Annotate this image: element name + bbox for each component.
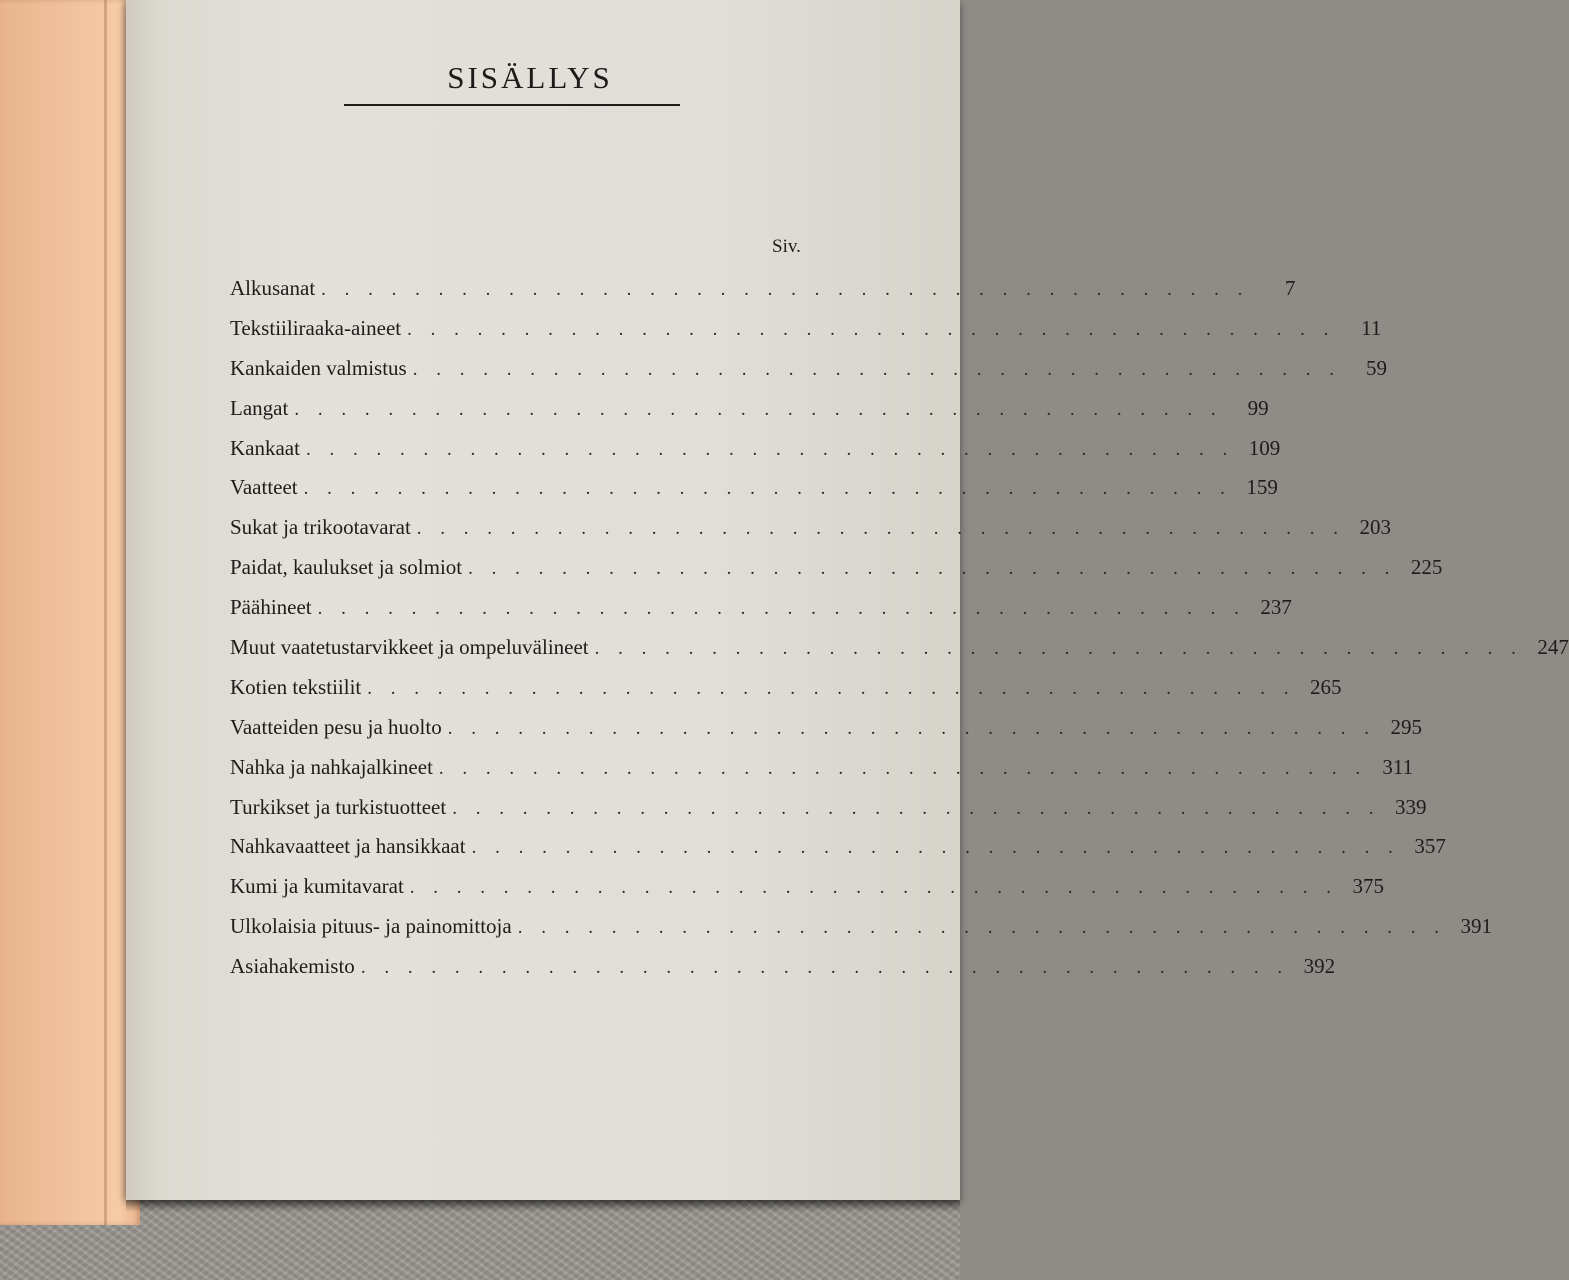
toc-entry <box>230 874 1385 914</box>
toc-entry-label: Nahkavaatteet ja hansikkaat <box>230 834 466 859</box>
dot-leader: . . . . . . . . . . . . . . . . . . . . . . . . . . . . . . . . . . . . . . . . <box>317 598 1246 620</box>
toc-entry <box>230 635 1569 675</box>
page-shadow <box>126 1200 960 1212</box>
toc-entry-page: 311 <box>1382 754 1414 779</box>
dot-leader: . . . . . . . . . . . . . . . . . . . . . . . . . . . . . . . . . . . . . . . . <box>594 638 1523 660</box>
dot-leader: . . . . . . . . . . . . . . . . . . . . . . . . . . . . . . . . . . . . . . . . <box>360 957 1290 979</box>
toc-entry-page: 109 <box>1248 435 1281 460</box>
toc-entry-label: Tekstiiliraaka-aineet <box>230 315 402 340</box>
toc-entry-label: Kankaat <box>230 435 300 460</box>
toc-entry <box>230 954 1336 994</box>
cover-fold <box>104 0 107 1225</box>
toc-entry-page: 391 <box>1460 914 1492 939</box>
toc-entry-label: Alkusanat <box>230 276 316 300</box>
table-of-contents <box>230 276 1569 994</box>
toc-entry <box>230 355 1387 396</box>
toc-entry-label: Nahka ja nahkajalkineet <box>230 754 433 779</box>
toc-entry-label: Kumi ja kumitavarat <box>230 874 404 899</box>
toc-entry-page: 247 <box>1537 635 1569 660</box>
toc-entry <box>230 276 1296 316</box>
toc-entry <box>230 395 1269 436</box>
dot-leader: . . . . . . . . . . . . . . . . . . . . . . . . . . . . . . . . . . . . . . . . <box>305 438 1235 460</box>
toc-entry-page: 11 <box>1361 315 1382 340</box>
toc-entry <box>230 435 1281 476</box>
book-cover <box>0 0 140 1225</box>
dot-leader: . . . . . . . . . . . . . . . . . . . . . . . . . . . . . . . . . . . . . . . . <box>438 757 1368 779</box>
toc-entry-page: 375 <box>1352 874 1385 899</box>
toc-entry-page: 225 <box>1410 555 1443 580</box>
toc-entry-label: Vaatteet <box>230 475 298 500</box>
toc-entry-page: 392 <box>1303 954 1336 979</box>
toc-entry-page: 295 <box>1390 714 1422 739</box>
book-page <box>126 0 1569 1200</box>
toc-entry-page: 159 <box>1246 475 1278 500</box>
toc-entry <box>230 475 1278 515</box>
dot-leader: . . . . . . . . . . . . . . . . . . . . . . . . . . . . . . . . . . . . . . . . <box>447 717 1376 739</box>
dot-leader: . . . . . . . . . . . . . . . . . . . . . . . . . . . . . . . . . . . . . . . . <box>468 558 1397 580</box>
toc-entry-page: 203 <box>1359 515 1392 540</box>
toc-entry <box>230 834 1446 874</box>
toc-entry <box>230 595 1292 635</box>
toc-entry-page: 59 <box>1365 355 1387 380</box>
dot-leader: . . . . . . . . . . . . . . . . . . . . . . . . . . . . . . . . . . . . . . . . <box>517 917 1446 939</box>
toc-entry-label: Ulkolaisia pituus- ja painomittoja <box>230 914 512 939</box>
toc-entry-label: Päähineet <box>230 595 312 620</box>
toc-entry <box>230 674 1342 715</box>
toc-entry-label: Turkikset ja turkistuotteet <box>230 794 447 819</box>
page-title: SISÄLLYS <box>447 60 613 95</box>
toc-entry-label: Kankaiden valmistus <box>230 355 407 380</box>
dot-leader: . . . . . . . . . . . . . . . . . . . . . . . . . . . . . . . . . . . . . . . . <box>367 677 1296 699</box>
dot-leader: . . . . . . . . . . . . . . . . . . . . . . . . . . . . . . . . . . . . . . . . <box>416 518 1346 540</box>
toc-entry-label: Muut vaatetustarvikkeet ja ompeluvälineet <box>230 635 589 660</box>
toc-entry-label: Kotien tekstiilit <box>230 674 362 699</box>
toc-entry-label: Paidat, kaulukset ja solmiot <box>230 555 463 580</box>
dot-leader: . . . . . . . . . . . . . . . . . . . . . . . . . . . . . . . . . . . . . . . . <box>407 318 1336 340</box>
dot-leader: . . . . . . . . . . . . . . . . . . . . . . . . . . . . . . . . . . . . . . . . <box>294 398 1223 420</box>
dot-leader: . . . . . . . . . . . . . . . . . . . . . . . . . . . . . . . . . . . . . . . . <box>412 358 1341 380</box>
toc-entry-page: 265 <box>1310 674 1342 699</box>
title-underline <box>344 104 680 106</box>
toc-entry-page: 99 <box>1247 395 1269 420</box>
toc-entry-label: Asiahakemisto <box>230 954 355 979</box>
toc-entry <box>230 555 1443 595</box>
dot-leader: . . . . . . . . . . . . . . . . . . . . . . . . . . . . . . . . . . . . . . . . <box>452 797 1381 819</box>
toc-entry-page: 7 <box>1284 276 1296 300</box>
dot-leader: . . . . . . . . . . . . . . . . . . . . . . . . . . . . . . . . . . . . . . . . <box>471 837 1400 859</box>
toc-entry-page: 339 <box>1394 794 1427 819</box>
toc-entry-label: Sukat ja trikootavarat <box>230 515 411 540</box>
toc-entry-label: Langat <box>230 395 289 420</box>
toc-entry <box>230 754 1414 795</box>
toc-entry <box>230 315 1382 356</box>
dot-leader: . . . . . . . . . . . . . . . . . . . . . . . . . . . . . . . . . . . . . . . . <box>409 877 1339 899</box>
toc-entry-page: 237 <box>1260 595 1292 620</box>
dot-leader: . . . . . . . . . . . . . . . . . . . . . . . . . . . . . . . . . . . . . . . . <box>321 279 1250 300</box>
toc-entry-label: Vaatteiden pesu ja huolto <box>230 714 442 739</box>
dot-leader: . . . . . . . . . . . . . . . . . . . . . . . . . . . . . . . . . . . . . . . . <box>303 478 1232 500</box>
toc-entry <box>230 794 1427 835</box>
toc-entry <box>230 515 1392 555</box>
toc-entry <box>230 714 1422 755</box>
toc-entry-page: 357 <box>1414 834 1446 859</box>
page-column-label: Siv. <box>772 236 801 257</box>
toc-entry <box>230 914 1492 954</box>
